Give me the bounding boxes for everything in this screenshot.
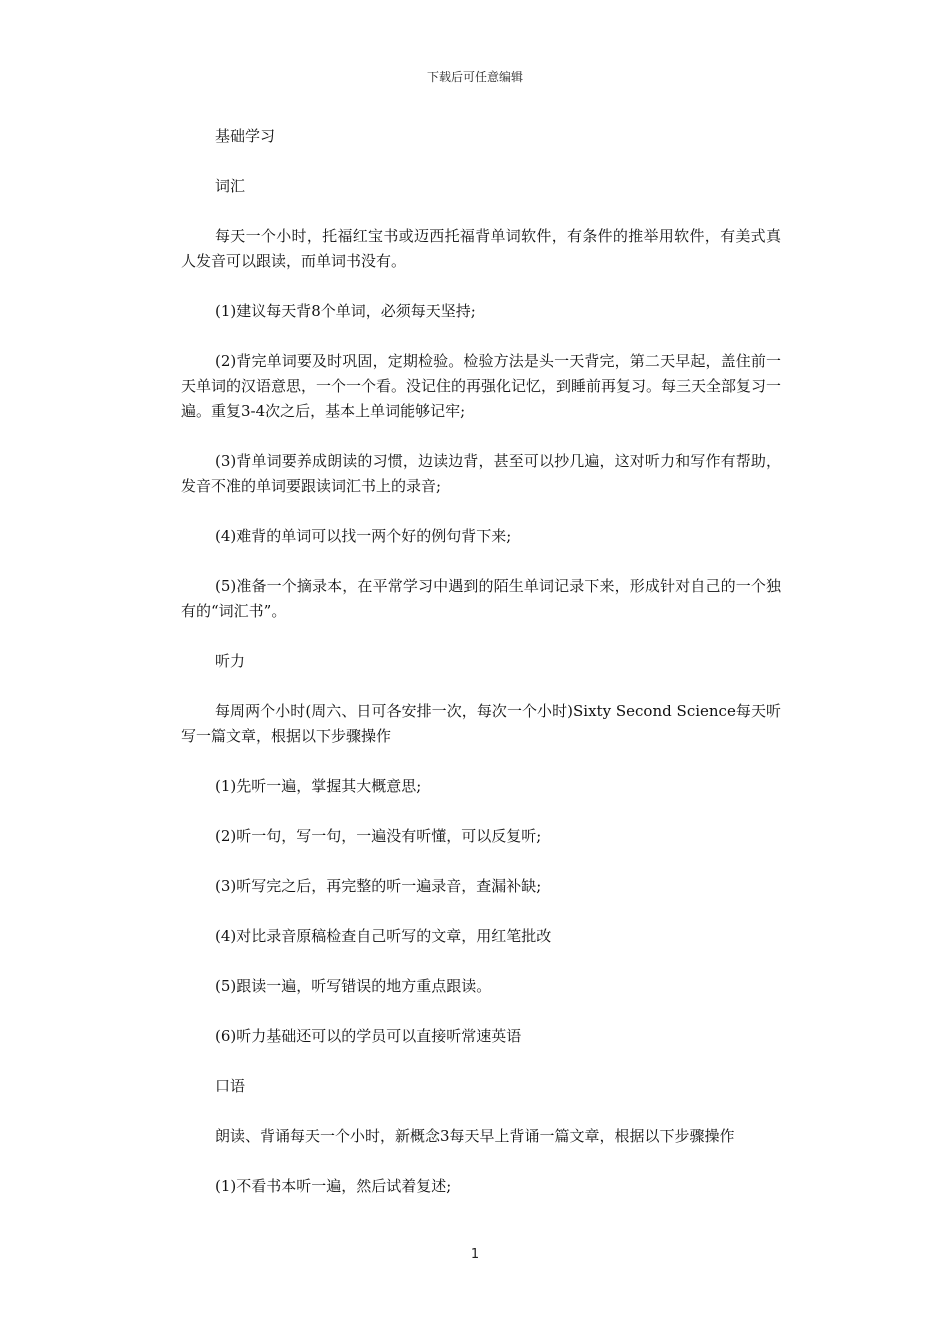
vocabulary-intro-paragraph: 每天一个小时，托福红宝书或迈西托福背单词软件，有条件的推举用软件，有美式真人发音可以跟读，而单词书没有。 bbox=[181, 227, 781, 270]
listening-intro-paragraph: 每周两个小时(周六、日可各安排一次，每次一个小时)Sixty Second Science每天听写一篇文章，根据以下步骤操作 bbox=[181, 702, 781, 745]
section-title-basic-learning: 基础学习 bbox=[215, 127, 276, 145]
page-number: 1 bbox=[470, 1247, 480, 1262]
speaking-intro-paragraph: 朗读、背诵每天一个小时，新概念3每天早上背诵一篇文章，根据以下步骤操作 bbox=[215, 1127, 735, 1145]
section-title-listening: 听力 bbox=[215, 652, 246, 670]
speaking-step-1: (1)不看书本听一遍，然后试着复述; bbox=[215, 1177, 452, 1195]
section-title-vocabulary: 词汇 bbox=[215, 177, 246, 195]
vocabulary-tip-4: (4)难背的单词可以找一两个好的例句背下来; bbox=[215, 527, 512, 545]
document-body bbox=[181, 124, 781, 1224]
listening-step-5: (5)跟读一遍，听写错误的地方重点跟读。 bbox=[215, 977, 492, 995]
section-title-speaking: 口语 bbox=[215, 1077, 246, 1095]
listening-step-2: (2)听一句，写一句，一遍没有听懂，可以反复听; bbox=[215, 827, 542, 845]
listening-step-6: (6)听力基础还可以的学员可以直接听常速英语 bbox=[215, 1027, 522, 1045]
listening-step-1: (1)先听一遍，掌握其大概意思; bbox=[215, 777, 422, 795]
listening-step-4: (4)对比录音原稿检查自己听写的文章，用红笔批改 bbox=[215, 927, 552, 945]
page-header: 下载后可任意编辑 bbox=[426, 70, 523, 84]
vocabulary-tip-1: (1)建议每天背8个单词，必须每天坚持; bbox=[215, 302, 476, 320]
vocabulary-tip-5: (5)准备一个摘录本，在平常学习中遇到的陌生单词记录下来，形成针对自己的一个独有的“词汇书”。 bbox=[181, 577, 781, 620]
vocabulary-tip-2: (2)背完单词要及时巩固，定期检验。检验方法是头一天背完，第二天早起，盖住前一天单词的汉语意思，一个一个看。没记住的再强化记忆，到睡前再复习。每三天全部复习一遍。重复3-4次之后，基本上单词能够记牢; bbox=[181, 352, 782, 420]
vocabulary-tip-3: (3)背单词要养成朗读的习惯，边读边背，甚至可以抄几遍，这对听力和写作有帮助，发音不准的单词要跟读词汇书上的录音; bbox=[181, 452, 781, 495]
listening-step-3: (3)听写完之后，再完整的听一遍录音，查漏补缺; bbox=[215, 877, 542, 895]
